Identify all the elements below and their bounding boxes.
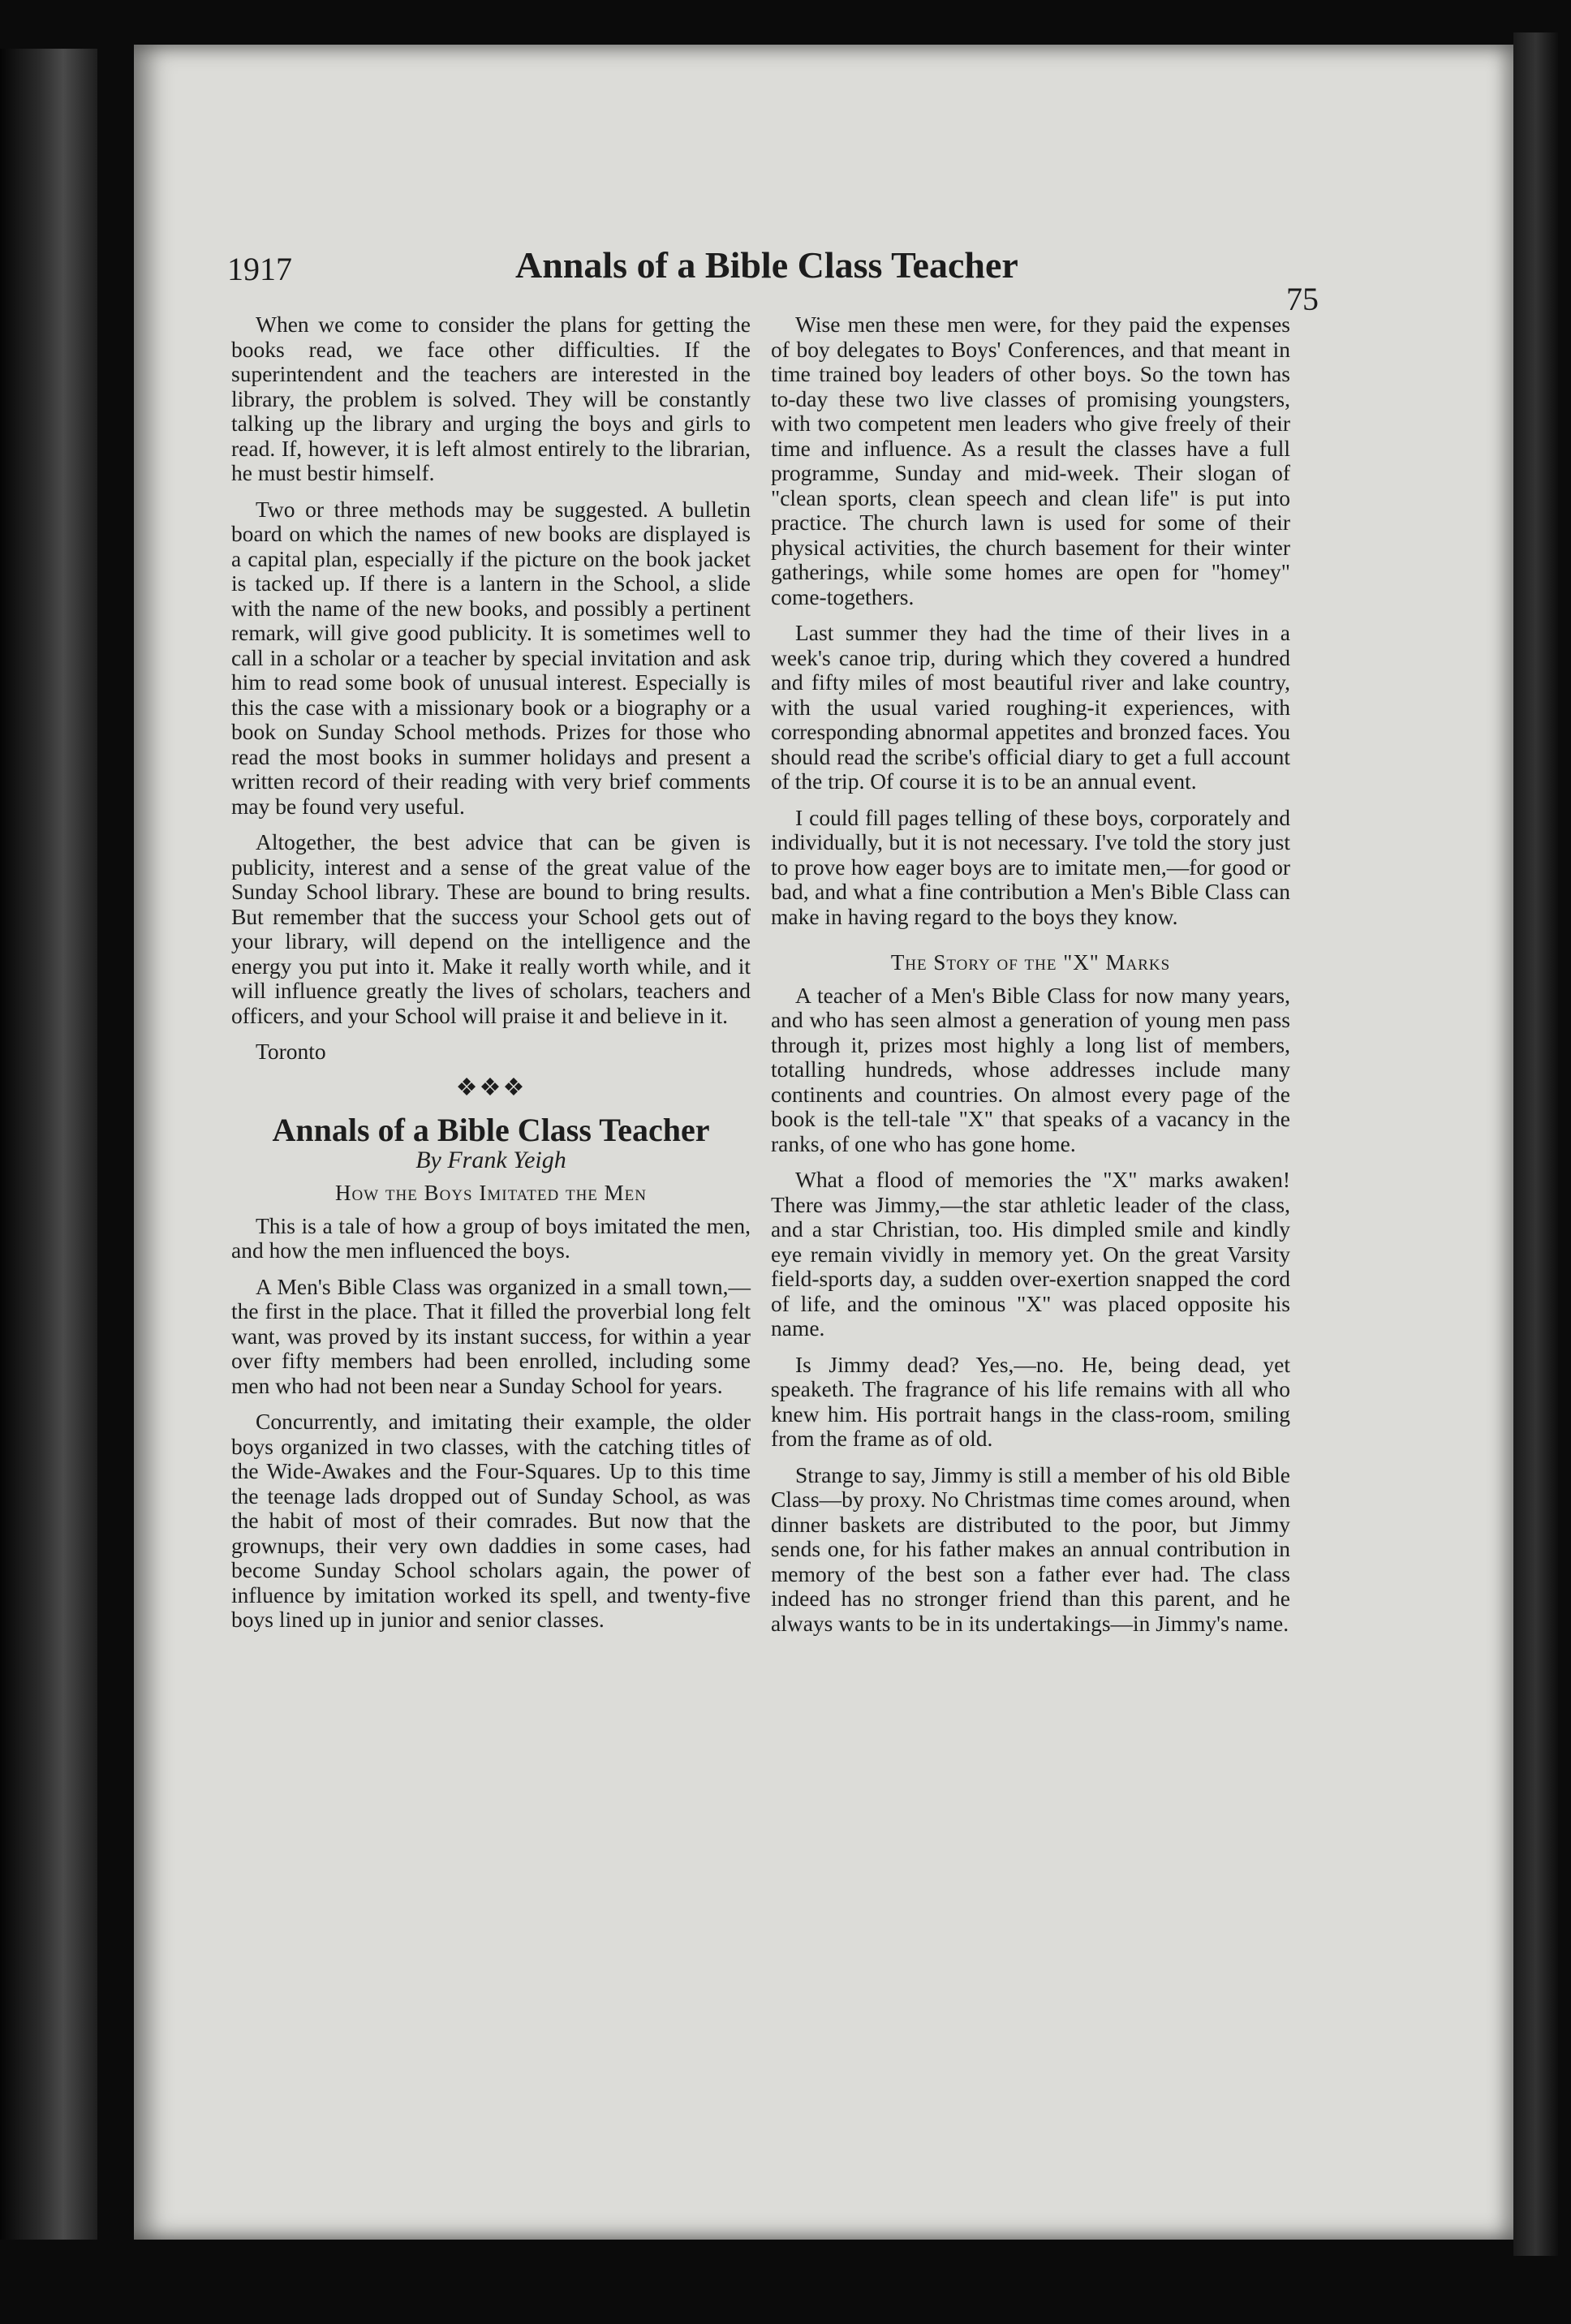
right-paragraph-5: What a flood of memories the "X" marks awaken! There was Jimmy,—the star athletic leader of the class, and a star Christian, too. His dimpled smile and kindly eye remain vividly in memory yet. On the great Varsity field-sports day, a sudden over-exertion snapped the cord of life, and the ominous "X" was placed opposite his name. xyxy=(771,1167,1290,1341)
right-paragraph-2: Last summer they had the time of their lives in a week's canoe trip, during which they covered a hundred and fifty miles of most beautiful river and lake country, with the usual varied roughing-it experiences, with corresponding abnormal appetites and bronzed faces. You should read the scribe's official diary to get a full account of the trip. Of course it is to be an annual event. xyxy=(771,620,1290,794)
signoff-place: Toronto xyxy=(256,1039,326,1064)
left-paragraph-5: A Men's Bible Class was organized in a small town,—the first in the place. That it filled the proverbial long felt want, was proved by its instant success, for within a year over fifty members had been enrolled, including some men who had not been near a Sunday School for years. xyxy=(231,1273,751,1398)
right-paragraph-1: Wise men these men were, for they paid the expenses of boy delegates to Boys' Conferences, and that meant in time trained boy leaders of other boys. So the town has to-day these two live classes of promising youngsters, with two competent men leaders who give freely of their time and influence. As a result the classes have a full programme, Sunday and mid-week. Their slogan of "clean sports, clean speech and clean life" is put into practice. The church lawn is used for some of their physical activities, the church basement for their winter gatherings, while some homes are open for "homey" come-togethers. xyxy=(771,312,1290,609)
right-paragraph-3: I could fill pages telling of these boys, corporately and individually, but it is not necessary. I've told the story just to prove how eager boys are to imitate men,—for good or bad, and what a fine contribution a Men's Bible Class can make in having regard to the boys they know. xyxy=(771,804,1290,929)
left-paragraph-2: Two or three methods may be suggested. A bulletin board on which the names of new books are displayed is a capital plan, especially if the picture on the book jacket is tacked up. If there is a lantern in the School, a slide with the name of the new books, and possibly a pertinent remark, will give good publicity. It is sometimes well to call in a scholar or a teacher by special invitation and ask him to read some book of unusual interest. Especially is this the case with a missionary book or a biography or a book on Sunday School methods. Prizes for those who read the most books in summer holidays and present a written record of their reading with very brief comments may be found very useful. xyxy=(231,496,751,819)
right-paragraph-6: Is Jimmy dead? Yes,—no. He, being dead, yet speaketh. The fragrance of his life remains with all who knew him. His portrait hangs in the class-room, smiling from the frame as of old. xyxy=(771,1351,1290,1451)
left-paragraph-4: This is a tale of how a group of boys imitated the men, and how the men influenced the boys. xyxy=(231,1212,751,1263)
left-paragraph-1: When we come to consider the plans for getting the books read, we face other difficulties. If the superintendent and the teachers are interested in the library, the problem is solved. They will be constantly talking up the library and urging the boys and girls to read. If, however, it is left almost entirely to the librarian, he must bestir himself. xyxy=(231,312,751,485)
ornament-divider: ❖❖❖ xyxy=(455,1074,527,1101)
right-column xyxy=(771,312,1290,1647)
book-edge-shadow xyxy=(1513,32,1558,2256)
page-number: 75 xyxy=(1286,281,1319,317)
left-column xyxy=(231,312,751,1644)
right-paragraph-7: Strange to say, Jimmy is still a member of his old Bible Class—by proxy. No Christmas time comes around, when dinner baskets are distributed to the poor, but Jimmy sends one, for his father makes an annual contribution in memory of the best son a father ever had. The class indeed has no stronger friend than this parent, and he always wants to be in its undertakings—in Jimmy's name. xyxy=(771,1461,1290,1636)
running-title: Annals of a Bible Class Teacher xyxy=(515,244,1018,286)
article-title: Annals of a Bible Class Teacher xyxy=(272,1112,710,1148)
left-paragraph-6: Concurrently, and imitating their example, the older boys organized in two classes, with the catching titles of the Wide-Awakes and the Four-Squares. Up to this time the teenage lads dropped out of Sunday School, as was the habit of most of their comrades. But now that the grownups, their very own daddies in some cases, had become Sunday School scholars again, the power of influence by imitation worked its spell, and twenty-five boys lined up in junior and senior classes. xyxy=(231,1409,751,1632)
header-year: 1917 xyxy=(227,251,292,287)
right-paragraph-4: A teacher of a Men's Bible Class for now many years, and who has seen almost a generation of young men pass through it, prizes most highly a long list of members, totalling hundreds, whose addresses include many continents and countries. On almost every page of the book is the tell-tale "X" that speaks of a vacancy in the ranks, of one who has gone home. xyxy=(771,982,1290,1156)
article-byline: By Frank Yeigh xyxy=(415,1146,566,1173)
left-paragraph-3: Altogether, the best advice that can be given is publicity, interest and a sense of the great value of the Sunday School library. These are bound to bring results. But remember that the success your School gets out of your library, will depend on the intelligence and the energy you put into it. Make it really worth while, and it will influence greatly the lives of scholars, teachers and officers, and your School will praise it and believe in it. xyxy=(231,829,751,1028)
section-subhead: How the Boys Imitated the Men xyxy=(335,1181,647,1205)
book-spine-shadow xyxy=(0,49,97,2240)
page-header xyxy=(227,243,1331,316)
section-subhead-x-marks: The Story of the "X" Marks xyxy=(890,950,1171,975)
